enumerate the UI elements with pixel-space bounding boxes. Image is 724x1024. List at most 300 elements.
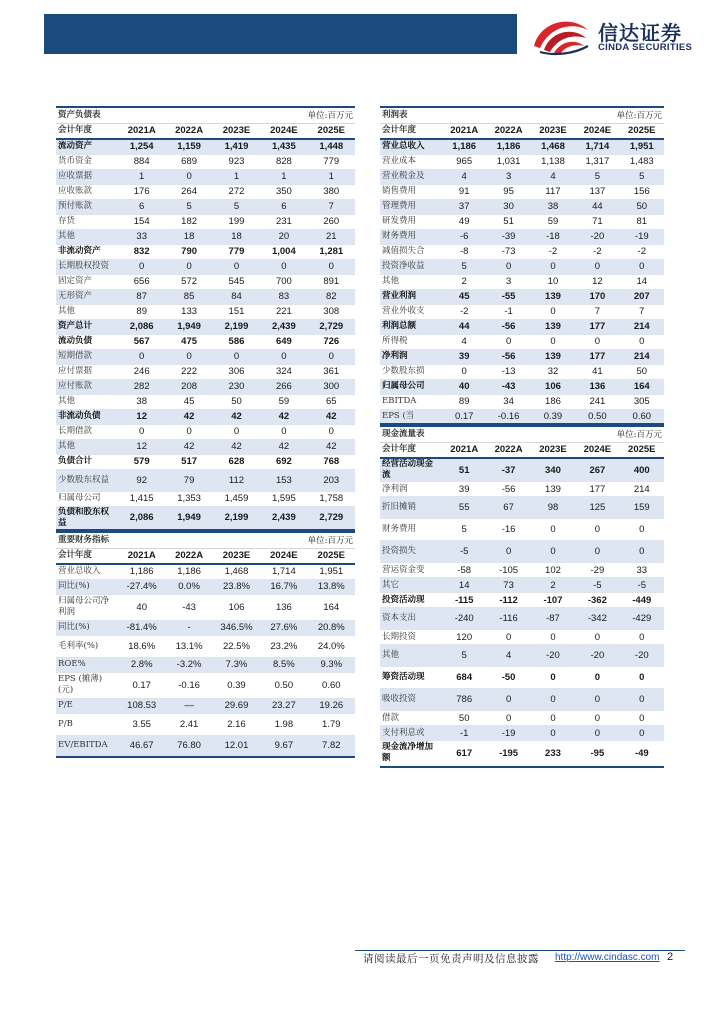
header-year: 2022A	[486, 442, 530, 458]
row-value: 65	[308, 394, 355, 409]
row-value: 0	[620, 259, 664, 274]
table-unit: 单位:百万元	[531, 426, 664, 442]
row-value: 0	[213, 259, 260, 274]
table-row	[380, 482, 664, 497]
row-value: 1,951	[308, 564, 355, 579]
row-value: 21	[308, 229, 355, 244]
row-label: P/E	[56, 698, 118, 713]
row-label: 财务费用	[380, 519, 442, 541]
row-value: 1,004	[260, 244, 307, 259]
row-value: -56	[486, 349, 530, 364]
header-fiscal-year: 会计年度	[56, 548, 118, 564]
row-label: 其他	[380, 274, 442, 289]
row-label: 长期投资	[380, 630, 442, 645]
table-row	[56, 469, 355, 491]
row-value: 39	[442, 349, 486, 364]
row-value: 0.60	[620, 409, 664, 424]
row-label: 资本支出	[380, 608, 442, 630]
row-value: 12.01	[213, 735, 260, 757]
row-label: EBITDA	[380, 394, 442, 409]
row-value: 214	[620, 319, 664, 334]
row-value: 2.16	[213, 713, 260, 735]
row-value: 23.8%	[213, 579, 260, 594]
row-value: 267	[575, 458, 619, 482]
row-value: -19	[620, 229, 664, 244]
table-row	[56, 620, 355, 635]
table-row	[56, 274, 355, 289]
footer-website-link[interactable]: http://www.cindasc.com	[555, 952, 660, 963]
row-value: 1,415	[118, 491, 165, 506]
row-value: 0	[486, 334, 530, 349]
row-value: 51	[442, 458, 486, 482]
row-value: 346.5%	[213, 620, 260, 635]
row-value: -50	[486, 667, 530, 689]
row-value: -2	[575, 244, 619, 259]
header-year: 2022A	[486, 123, 530, 139]
row-value: 151	[213, 304, 260, 319]
row-value: 82	[308, 289, 355, 304]
row-value: 0.0%	[165, 579, 212, 594]
row-value: 23.27	[260, 698, 307, 713]
row-label: EPS (摊薄)(元)	[56, 672, 118, 698]
table-row	[380, 169, 664, 184]
row-value: 0	[486, 541, 530, 563]
table-row	[380, 645, 664, 667]
row-value: 1,435	[260, 139, 307, 154]
table-header-row	[56, 123, 355, 139]
table-row	[56, 214, 355, 229]
row-label: 预付账款	[56, 199, 118, 214]
row-value: 33	[620, 563, 664, 578]
row-value: 40	[118, 594, 165, 620]
row-value: 0	[620, 630, 664, 645]
row-value: 1,949	[165, 506, 212, 530]
row-label: 流动负债	[56, 334, 118, 349]
table-row	[56, 289, 355, 304]
row-value: -87	[531, 608, 575, 630]
row-value: 159	[620, 497, 664, 519]
table-row	[56, 672, 355, 698]
row-value: 0	[620, 334, 664, 349]
header-year: 2021A	[442, 442, 486, 458]
row-value: 4	[531, 169, 575, 184]
table-row	[380, 214, 664, 229]
row-value: 136	[575, 379, 619, 394]
row-value: 0	[442, 364, 486, 379]
table-row	[56, 349, 355, 364]
table-row	[56, 698, 355, 713]
row-value: 89	[118, 304, 165, 319]
footer-disclaimer: 请阅读最后一页免责声明及信息披露	[363, 953, 539, 965]
row-value: 0	[575, 630, 619, 645]
row-value: 1	[308, 169, 355, 184]
row-value: 3	[486, 274, 530, 289]
table-header-row	[380, 442, 664, 458]
row-value: 13.1%	[165, 635, 212, 657]
row-label: 同比(%)	[56, 579, 118, 594]
row-label: 应收票据	[56, 169, 118, 184]
table-row	[380, 711, 664, 726]
row-value: -43	[486, 379, 530, 394]
row-value: 0	[486, 711, 530, 726]
row-value: 340	[531, 458, 575, 482]
row-label: 负债和股东权益	[56, 506, 118, 530]
row-label: 归属母公司	[56, 491, 118, 506]
row-value: 0	[165, 259, 212, 274]
row-value: 42	[260, 409, 307, 424]
table-title: 资产负债表	[56, 107, 213, 123]
row-value: 176	[118, 184, 165, 199]
row-value: 1,159	[165, 139, 212, 154]
header-fiscal-year: 会计年度	[380, 123, 442, 139]
row-value: 0.39	[213, 672, 260, 698]
page-number: 2	[667, 951, 674, 963]
row-value: 0	[620, 726, 664, 741]
header-year: 2024E	[260, 548, 307, 564]
row-value: -6	[442, 229, 486, 244]
table-row	[380, 154, 664, 169]
table-row	[380, 304, 664, 319]
row-label: 长期借款	[56, 424, 118, 439]
row-value: 81	[620, 214, 664, 229]
row-label: 毛利率(%)	[56, 635, 118, 657]
row-value: 0	[531, 630, 575, 645]
row-value: 0	[165, 349, 212, 364]
row-value: 2	[531, 578, 575, 593]
row-value: 0.39	[531, 409, 575, 424]
row-label: 营业成本	[380, 154, 442, 169]
row-value: 0	[118, 424, 165, 439]
row-value: 7.3%	[213, 657, 260, 672]
row-value: 475	[165, 334, 212, 349]
row-value: 5	[165, 199, 212, 214]
row-value: -2	[620, 244, 664, 259]
table-row	[56, 334, 355, 349]
row-value: 221	[260, 304, 307, 319]
row-value: -49	[620, 741, 664, 767]
row-label: 短期借款	[56, 349, 118, 364]
header-year: 2024E	[575, 442, 619, 458]
row-label: 其他	[56, 304, 118, 319]
row-value: 0	[620, 519, 664, 541]
header-bar	[44, 14, 517, 54]
row-value: 32	[531, 364, 575, 379]
row-value: 1	[118, 169, 165, 184]
row-value: 1,714	[575, 139, 619, 154]
table-row	[380, 409, 664, 424]
row-value: 50	[442, 711, 486, 726]
row-value: 1,186	[486, 139, 530, 154]
row-value: -18	[531, 229, 575, 244]
row-value: 42	[308, 439, 355, 454]
row-label: 其他	[56, 229, 118, 244]
row-value: 266	[260, 379, 307, 394]
row-label: 资产总计	[56, 319, 118, 334]
row-label: 归属母公司	[380, 379, 442, 394]
table-row	[380, 259, 664, 274]
table-row	[380, 726, 664, 741]
row-value: 7	[620, 304, 664, 319]
income-statement-table	[380, 106, 664, 425]
row-value: 4	[442, 334, 486, 349]
row-value: -112	[486, 593, 530, 608]
table-row	[56, 184, 355, 199]
balance-sheet-table	[56, 106, 355, 531]
brand-name-cn: 信达证券	[598, 21, 682, 45]
row-value: 44	[575, 199, 619, 214]
row-value: 222	[165, 364, 212, 379]
row-label: 固定资产	[56, 274, 118, 289]
row-value: -105	[486, 563, 530, 578]
row-value: -115	[442, 593, 486, 608]
row-value: 233	[531, 741, 575, 767]
row-label: 利润总额	[380, 319, 442, 334]
row-value: 260	[308, 214, 355, 229]
row-label: 销售费用	[380, 184, 442, 199]
row-value: 0	[165, 169, 212, 184]
table-row	[56, 154, 355, 169]
row-value: 67	[486, 497, 530, 519]
table-row	[380, 593, 664, 608]
row-label: 其他	[56, 394, 118, 409]
row-value: 2.8%	[118, 657, 165, 672]
row-label: 非流动资产	[56, 244, 118, 259]
row-value: 2,439	[260, 319, 307, 334]
row-value: 1.79	[308, 713, 355, 735]
cash-flow-table	[380, 425, 664, 768]
table-row	[56, 491, 355, 506]
row-value: 0	[575, 259, 619, 274]
row-value: 1,317	[575, 154, 619, 169]
header-fiscal-year: 会计年度	[380, 442, 442, 458]
row-label: 折旧摊销	[380, 497, 442, 519]
row-value: 264	[165, 184, 212, 199]
row-label: 营业外收支	[380, 304, 442, 319]
table-row	[56, 139, 355, 154]
row-value: 1	[260, 169, 307, 184]
header-year: 2023E	[213, 123, 260, 139]
row-value: 214	[620, 482, 664, 497]
table-row	[56, 713, 355, 735]
row-label: 吸收投资	[380, 689, 442, 711]
table-title: 重要财务指标	[56, 532, 213, 548]
row-value: 779	[308, 154, 355, 169]
row-value: 0	[118, 259, 165, 274]
row-value: -2	[442, 304, 486, 319]
row-value: -55	[486, 289, 530, 304]
row-value: 7	[575, 304, 619, 319]
row-value: 790	[165, 244, 212, 259]
row-value: 0	[531, 726, 575, 741]
row-value: 0	[308, 349, 355, 364]
row-value: 0	[531, 304, 575, 319]
row-value: 41	[575, 364, 619, 379]
row-value: -5	[575, 578, 619, 593]
row-value: 0	[575, 541, 619, 563]
row-value: 85	[165, 289, 212, 304]
row-value: 1,281	[308, 244, 355, 259]
row-value: -43	[165, 594, 212, 620]
row-value: 726	[308, 334, 355, 349]
row-value: 272	[213, 184, 260, 199]
row-value: -	[165, 620, 212, 635]
row-value: 0	[486, 689, 530, 711]
table-row	[380, 244, 664, 259]
row-value: 89	[442, 394, 486, 409]
row-value: -1	[486, 304, 530, 319]
row-value: 177	[575, 319, 619, 334]
row-value: -8	[442, 244, 486, 259]
row-value: 1,468	[213, 564, 260, 579]
header-year: 2025E	[308, 548, 355, 564]
row-value: 0	[620, 689, 664, 711]
row-value: -81.4%	[118, 620, 165, 635]
table-row	[380, 578, 664, 593]
row-value: 786	[442, 689, 486, 711]
row-value: -1	[442, 726, 486, 741]
row-value: 656	[118, 274, 165, 289]
row-value: 38	[531, 199, 575, 214]
row-value: 2,199	[213, 506, 260, 530]
row-value: 400	[620, 458, 664, 482]
row-value: 49	[442, 214, 486, 229]
row-value: 700	[260, 274, 307, 289]
brand-name-en: CINDA SECURITIES	[598, 42, 693, 53]
row-value: -3.2%	[165, 657, 212, 672]
row-value: 51	[486, 214, 530, 229]
row-label: 营业税金及	[380, 169, 442, 184]
row-value: 120	[442, 630, 486, 645]
row-value: 22.5%	[213, 635, 260, 657]
header-fiscal-year: 会计年度	[56, 123, 118, 139]
row-value: 2	[442, 274, 486, 289]
table-row	[380, 349, 664, 364]
row-value: 42	[308, 409, 355, 424]
row-value: 1,595	[260, 491, 307, 506]
row-label: 净利润	[380, 349, 442, 364]
row-label: 负债合计	[56, 454, 118, 469]
table-row	[380, 458, 664, 482]
row-value: 117	[531, 184, 575, 199]
row-value: 567	[118, 334, 165, 349]
row-value: 0	[575, 726, 619, 741]
table-row	[56, 439, 355, 454]
row-value: 884	[118, 154, 165, 169]
row-value: 98	[531, 497, 575, 519]
table-row	[56, 424, 355, 439]
row-value: 106	[531, 379, 575, 394]
row-value: -5	[442, 541, 486, 563]
row-label: 投资净收益	[380, 259, 442, 274]
table-row	[380, 519, 664, 541]
table-row	[56, 169, 355, 184]
row-label: 流动资产	[56, 139, 118, 154]
row-label: 筹资活动现	[380, 667, 442, 689]
row-label: 无形资产	[56, 289, 118, 304]
table-unit: 单位:百万元	[531, 107, 664, 123]
row-value: 20	[260, 229, 307, 244]
row-value: 87	[118, 289, 165, 304]
table-row	[56, 579, 355, 594]
table-row	[56, 229, 355, 244]
row-value: 139	[531, 289, 575, 304]
row-label: 营运资金变	[380, 563, 442, 578]
page-footer	[355, 950, 685, 970]
row-value: 779	[213, 244, 260, 259]
row-value: 1,031	[486, 154, 530, 169]
row-value: 1,186	[442, 139, 486, 154]
row-value: 27.6%	[260, 620, 307, 635]
row-value: 1,254	[118, 139, 165, 154]
row-value: 0	[531, 259, 575, 274]
row-value: 0	[308, 259, 355, 274]
row-value: -19	[486, 726, 530, 741]
row-value: -95	[575, 741, 619, 767]
row-value: 832	[118, 244, 165, 259]
row-value: 0.17	[118, 672, 165, 698]
row-value: 12	[118, 439, 165, 454]
table-row	[380, 630, 664, 645]
row-value: 684	[442, 667, 486, 689]
row-value: 923	[213, 154, 260, 169]
row-value: 6	[118, 199, 165, 214]
row-value: 246	[118, 364, 165, 379]
row-value: 308	[308, 304, 355, 319]
row-value: -16	[486, 519, 530, 541]
row-value: 0	[575, 689, 619, 711]
row-label: 少数股东权益	[56, 469, 118, 491]
row-value: -20	[575, 229, 619, 244]
row-label: EPS (当	[380, 409, 442, 424]
row-value: 231	[260, 214, 307, 229]
row-value: 0	[165, 424, 212, 439]
row-value: 30	[486, 199, 530, 214]
row-value: -58	[442, 563, 486, 578]
row-value: 42	[213, 439, 260, 454]
row-value: -449	[620, 593, 664, 608]
row-value: 207	[620, 289, 664, 304]
row-value: 10	[531, 274, 575, 289]
row-label: 长期股权投资	[56, 259, 118, 274]
row-label: 管理费用	[380, 199, 442, 214]
row-value: 125	[575, 497, 619, 519]
row-value: 1,951	[620, 139, 664, 154]
row-value: 76.80	[165, 735, 212, 757]
row-value: 579	[118, 454, 165, 469]
row-value: 965	[442, 154, 486, 169]
table-row	[56, 594, 355, 620]
row-value: -20	[575, 645, 619, 667]
row-value: 689	[165, 154, 212, 169]
table-title-row	[56, 107, 355, 123]
row-value: 617	[442, 741, 486, 767]
row-value: 628	[213, 454, 260, 469]
row-label: 减值损失合	[380, 244, 442, 259]
row-value: 1	[213, 169, 260, 184]
row-value: 0.17	[442, 409, 486, 424]
row-value: 154	[118, 214, 165, 229]
table-row	[56, 564, 355, 579]
row-label: 营业总收入	[380, 139, 442, 154]
row-label: 投资活动现	[380, 593, 442, 608]
row-label: 投资损失	[380, 541, 442, 563]
row-value: 84	[213, 289, 260, 304]
row-value: -39	[486, 229, 530, 244]
table-row	[380, 319, 664, 334]
row-value: 102	[531, 563, 575, 578]
row-value: 24.0%	[308, 635, 355, 657]
table-row	[380, 184, 664, 199]
